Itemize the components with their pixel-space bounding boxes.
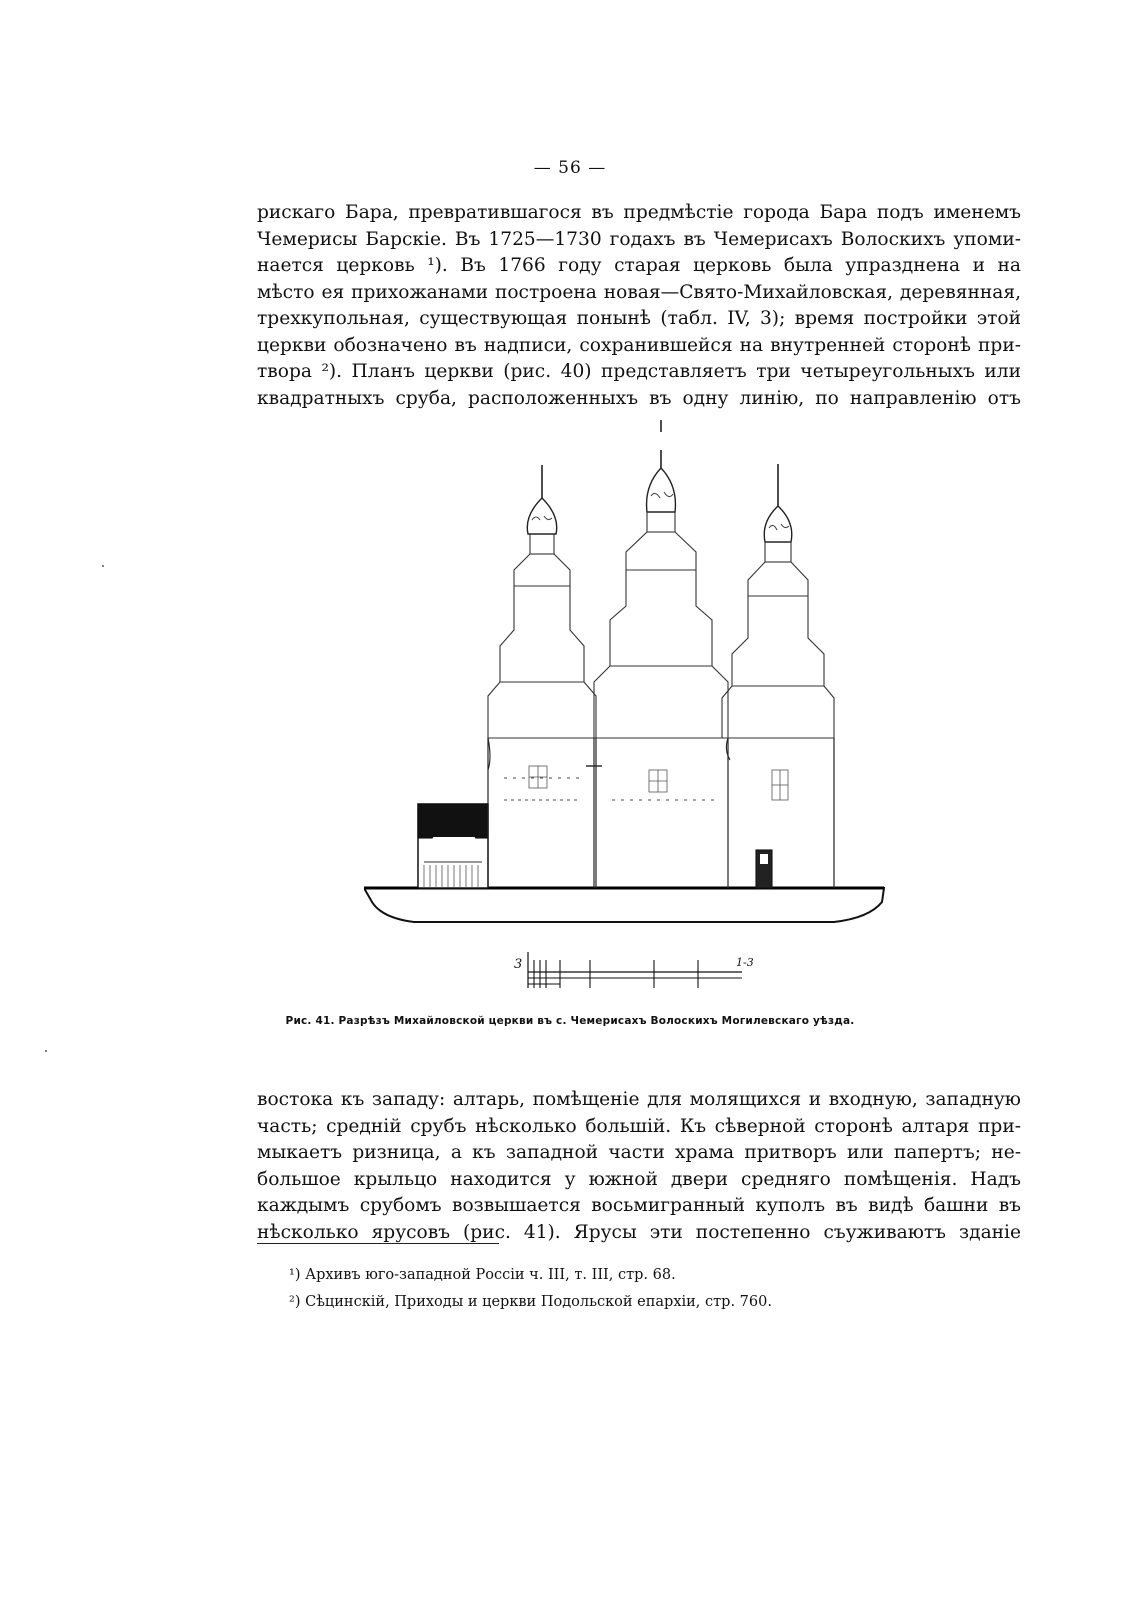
text-line: часть; средній срубъ нѣсколько большій. Къ сѣверной сторонѣ алтаря при- bbox=[257, 1115, 1021, 1137]
text-line: мыкаетъ ризница, а къ западной части храма притворъ или папертъ; не- bbox=[257, 1142, 1021, 1163]
footnote-mark: ²) bbox=[289, 1294, 301, 1310]
text-line: церкви обозначено въ надписи, сохранившейся на внутренней сторонѣ при- bbox=[257, 334, 1021, 356]
footnote-text: Архивъ юго-западной Россіи ч. III, т. III, стр. 68. bbox=[305, 1267, 676, 1283]
scan-speck bbox=[45, 1050, 47, 1052]
left-tower bbox=[488, 465, 596, 888]
text-line: нѣсколько ярусовъ (рис. 41). Ярусы эти постепенно съуживаютъ зданіе bbox=[257, 1221, 1021, 1243]
church-section-figure bbox=[364, 420, 914, 1010]
scale-left-label: 3 bbox=[514, 957, 523, 972]
footnote-2 bbox=[289, 1289, 989, 1316]
scale-right-label: 1-3 bbox=[736, 956, 754, 969]
footnote-separator bbox=[257, 1243, 499, 1244]
scale-bar bbox=[528, 952, 742, 988]
body-paragraph-bottom bbox=[257, 1087, 1021, 1246]
text-line: большое крыльцо находится у южной двери средняго помѣщенія. Надъ bbox=[257, 1168, 1021, 1190]
footnote-text: Сѣцинскій, Приходы и церкви Подольской епархіи, стр. 760. bbox=[305, 1294, 772, 1310]
text-line: Чемерисы Барскіе. Въ 1725—1730 годахъ въ Чемерисахъ Волоскихъ упоми- bbox=[257, 228, 1021, 250]
text-line: твора ²). Планъ церкви (рис. 40) представляетъ три четыреугольныхъ или bbox=[257, 361, 1021, 382]
text-line: трехкупольная, существующая понынѣ (табл. IV, 3); время постройки этой bbox=[257, 308, 1021, 329]
page-number: — 56 — bbox=[533, 158, 607, 178]
text-line: каждымъ срубомъ возвышается восьмигранный куполъ въ видѣ башни въ bbox=[257, 1195, 1021, 1216]
footnotes bbox=[289, 1262, 989, 1316]
scan-speck bbox=[102, 565, 104, 567]
footnote-mark: ¹) bbox=[289, 1267, 301, 1283]
porch bbox=[418, 804, 488, 888]
right-tower bbox=[722, 464, 834, 888]
text-line: рискаго Бара, превратившагося въ предмѣстіе города Бара подъ именемъ bbox=[257, 202, 1021, 223]
text-line: квадратныхъ сруба, расположенныхъ въ одну линію, по направленію отъ bbox=[257, 387, 1021, 409]
figure-caption: Рис. 41. Разрѣзъ Михайловской церкви въ с. Чемерисахъ Волоскихъ Могилевскаго уѣзда. bbox=[285, 1015, 855, 1027]
footnote-1 bbox=[289, 1262, 989, 1289]
ground-platform bbox=[364, 888, 884, 922]
church-drawing bbox=[364, 420, 914, 1010]
text-line: мѣсто ея прихожанами построена новая—Свято-Михайловская, деревянная, bbox=[257, 281, 1021, 303]
body-paragraph-top bbox=[257, 200, 1021, 412]
text-line: нается церковь ¹). Въ 1766 году старая церковь была упразднена и на bbox=[257, 255, 1021, 276]
centre-tower bbox=[586, 420, 728, 888]
text-line: востока къ западу: алтарь, помѣщеніе для молящихся и входную, западную bbox=[257, 1089, 1021, 1110]
